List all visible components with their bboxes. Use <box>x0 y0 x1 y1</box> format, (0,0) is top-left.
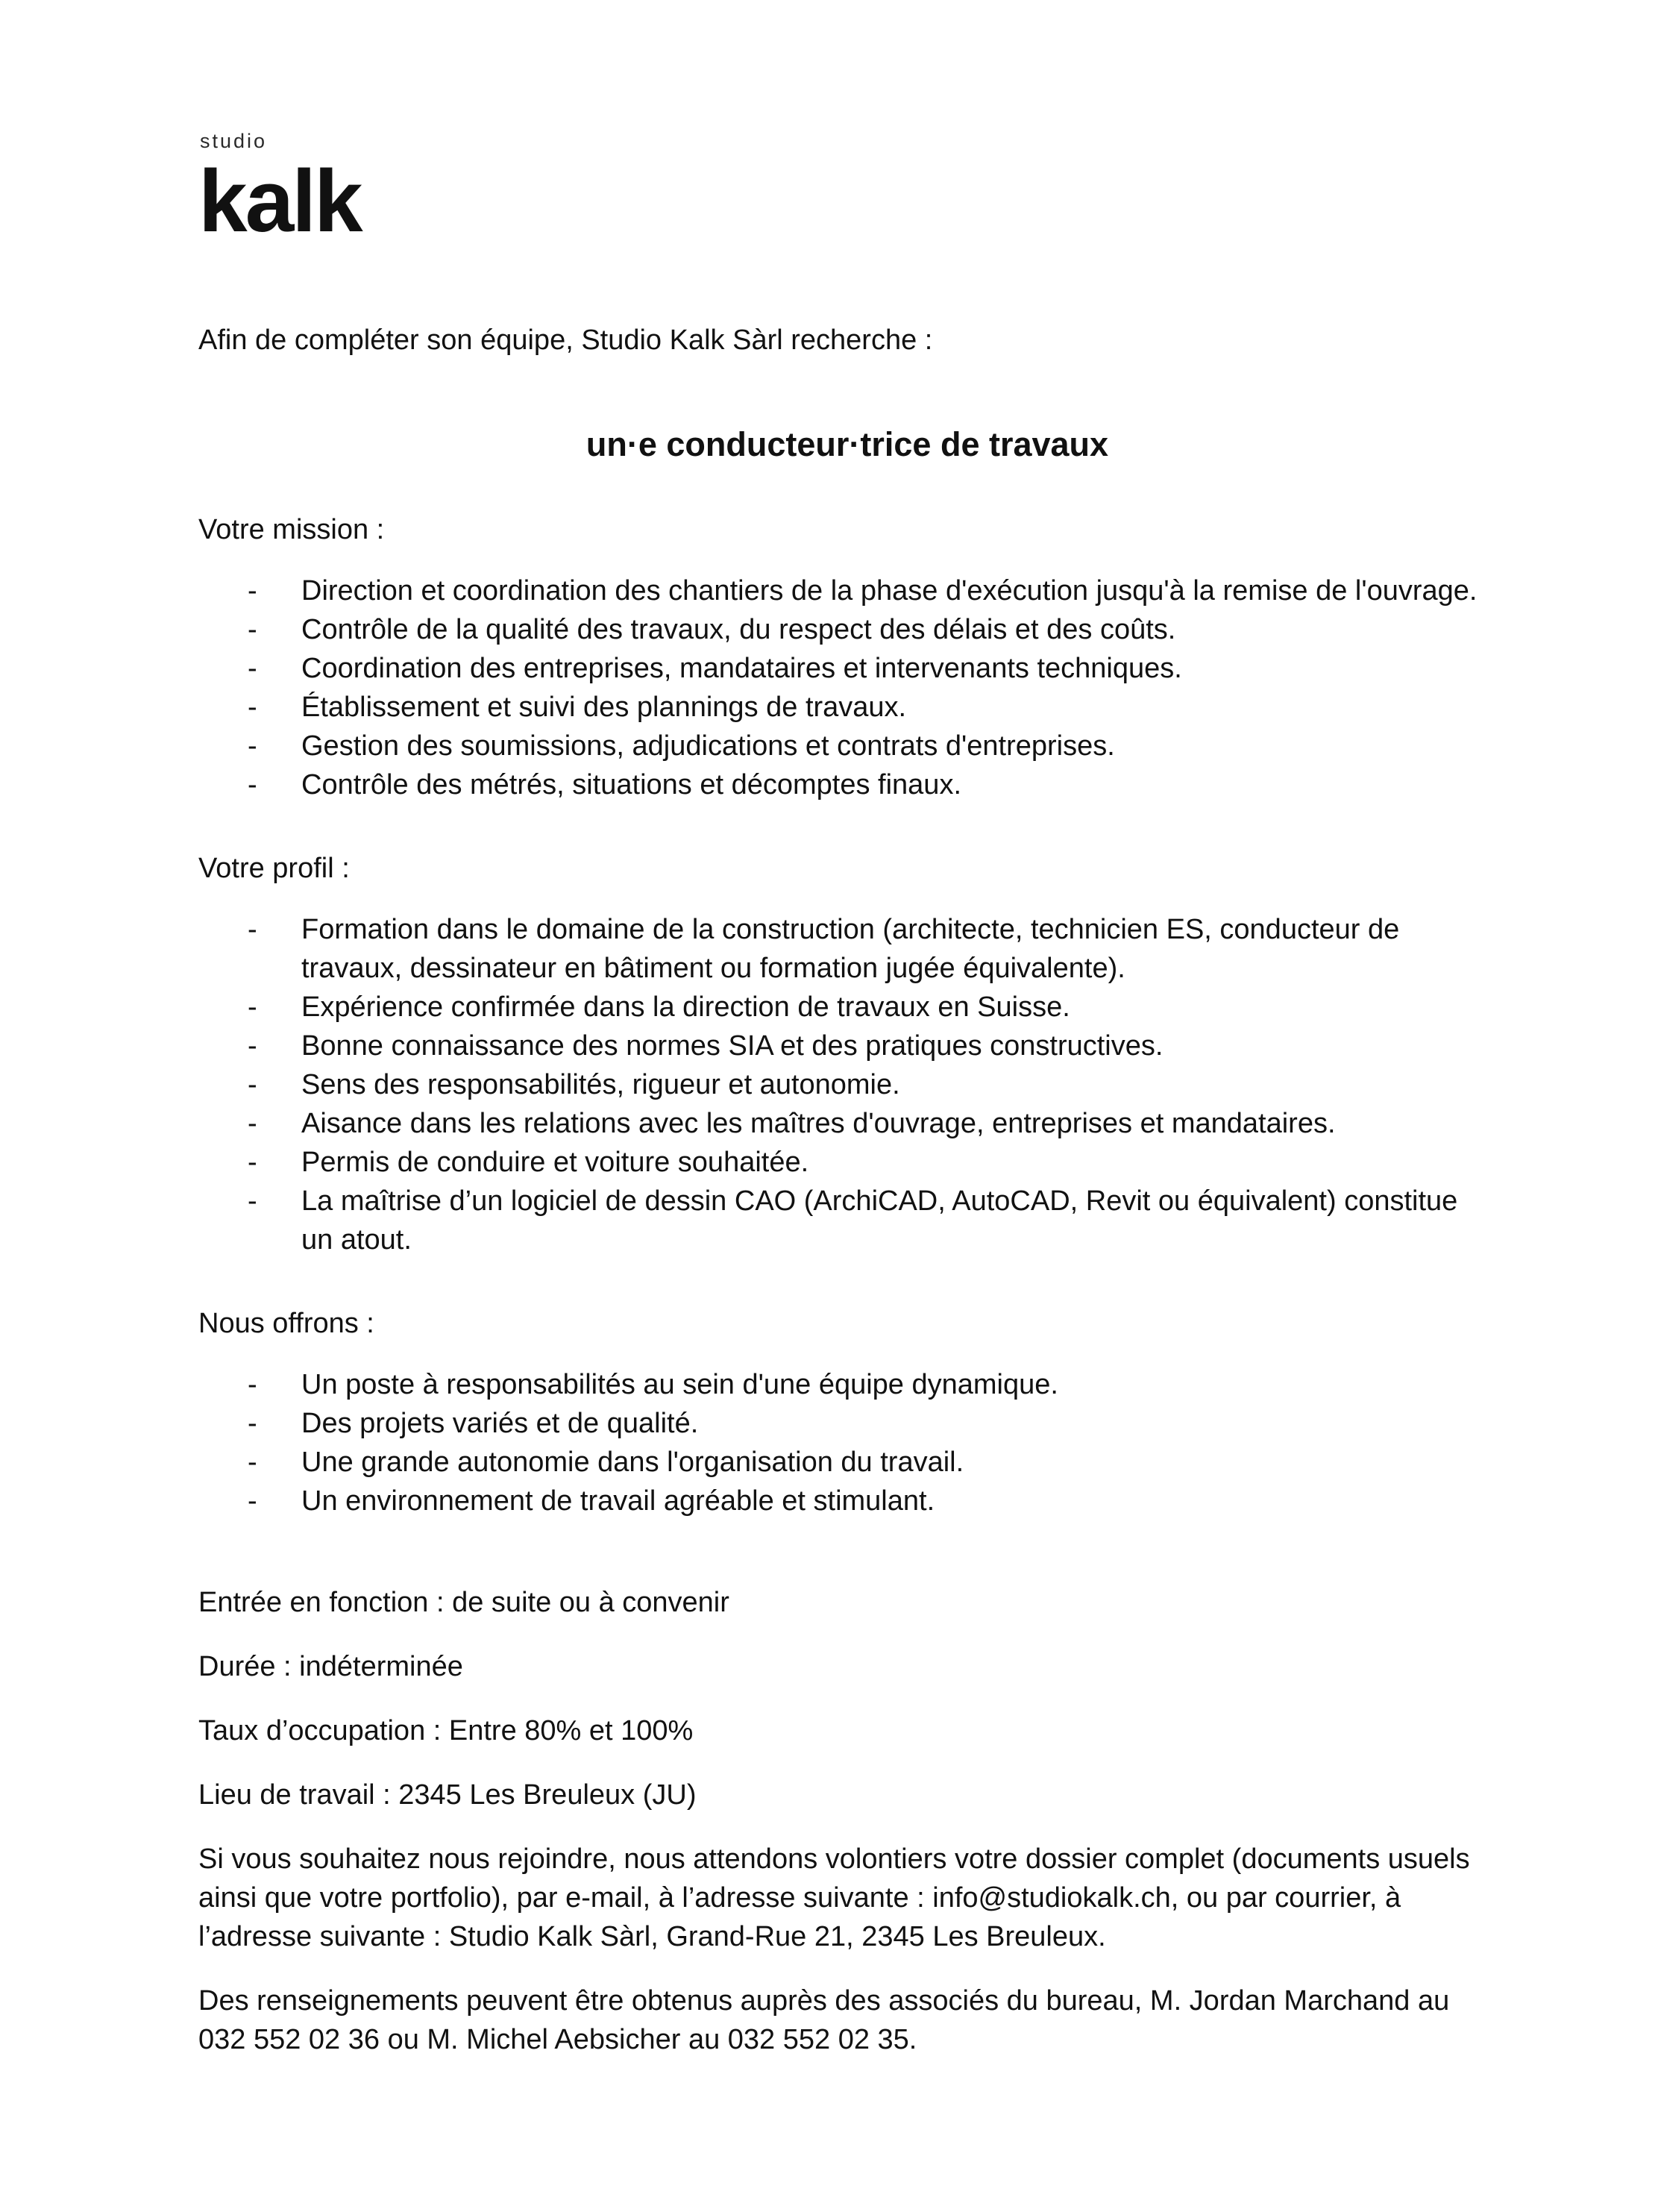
list-item-text: Coordination des entreprises, mandataires et intervenants techniques. <box>301 653 1182 684</box>
logo-small-text: studio <box>200 130 268 152</box>
list-item <box>198 571 1496 610</box>
dash-bullet: - <box>248 991 257 1023</box>
dash-bullet: - <box>248 1485 257 1517</box>
workplace-line: Lieu de travail : 2345 Les Breuleux (JU) <box>198 1779 697 1811</box>
list-item <box>198 688 1496 727</box>
dash-bullet: - <box>248 730 257 762</box>
list-item <box>198 1104 1496 1143</box>
list-item <box>198 1182 1496 1259</box>
list-item-text: Un environnement de travail agréable et stimulant. <box>301 1485 935 1517</box>
list-item <box>198 988 1496 1027</box>
list-item <box>198 1027 1496 1065</box>
dash-bullet: - <box>248 914 257 945</box>
list-item-text: Une grande autonomie dans l'organisation du travail. <box>301 1447 964 1478</box>
contact-paragraph: Des renseignements peuvent être obtenus auprès des associés du bureau, M. Jordan Marchand au 032 552 02 36 ou M. Michel Aebsicher au 032 552 02 35. <box>198 1985 1450 2055</box>
offer-title: Nous offrons : <box>198 1308 374 1339</box>
list-item-text: Bonne connaissance des normes SIA et des pratiques constructives. <box>301 1030 1164 1062</box>
dash-bullet: - <box>248 1030 257 1062</box>
list-item <box>198 1065 1496 1104</box>
list-item-text: Contrôle des métrés, situations et décomptes finaux. <box>301 769 962 800</box>
list-item-text: Aisance dans les relations avec les maîtres d'ouvrage, entreprises et mandataires. <box>301 1108 1336 1139</box>
list-item-text: Établissement et suivi des plannings de travaux. <box>301 692 907 723</box>
list-item-text: Permis de conduire et voiture souhaitée. <box>301 1147 809 1178</box>
list-item-text: Un poste à responsabilités au sein d'une équipe dynamique. <box>301 1369 1058 1400</box>
list-item-text: Contrôle de la qualité des travaux, du respect des délais et des coûts. <box>301 614 1176 645</box>
dash-bullet: - <box>248 1447 257 1478</box>
list-item <box>198 1143 1496 1182</box>
list-item <box>198 610 1496 649</box>
mission-list <box>198 571 1496 804</box>
list-item-text: Des projets variés et de qualité. <box>301 1408 699 1439</box>
dash-bullet: - <box>248 1185 257 1217</box>
list-item <box>198 1365 1496 1404</box>
dash-bullet: - <box>248 1147 257 1178</box>
dash-bullet: - <box>248 769 257 800</box>
list-item-text: La maîtrise d’un logiciel de dessin CAO (ArchiCAD, AutoCAD, Revit ou équivalent) constitue un atout. <box>301 1185 1458 1256</box>
list-item-text: Direction et coordination des chantiers de la phase d'exécution jusqu'à la remise de l'ouvrage. <box>301 575 1478 607</box>
application-paragraph: Si vous souhaitez nous rejoindre, nous attendons volontiers votre dossier complet (documents usuels ainsi que votre portfolio), par e-mail, à l’adresse suivante : info@studiokalk.ch, ou par courrier, à l’adresse suivante : Studio Kalk Sàrl, Grand-Rue 21, 2345 Les Breuleux. <box>198 1843 1470 1952</box>
list-item-text: Sens des responsabilités, rigueur et autonomie. <box>301 1069 900 1100</box>
list-item <box>198 765 1496 804</box>
studio-kalk-logo <box>198 130 361 251</box>
list-item-text: Expérience confirmée dans la direction de travaux en Suisse. <box>301 991 1070 1023</box>
job-details <box>198 1583 1496 1814</box>
mission-title: Votre mission : <box>198 514 385 545</box>
dash-bullet: - <box>248 614 257 645</box>
duration-line: Durée : indéterminée <box>198 1651 463 1682</box>
offer-list <box>198 1365 1496 1520</box>
occupation-rate-line: Taux d’occupation : Entre 80% et 100% <box>198 1715 694 1746</box>
logo-big-text: kalk <box>198 152 361 251</box>
intro-text: Afin de compléter son équipe, Studio Kalk Sàrl recherche : <box>198 325 933 356</box>
profile-title: Votre profil : <box>198 853 350 884</box>
list-item-text: Gestion des soumissions, adjudications et contrats d'entreprises. <box>301 730 1115 762</box>
list-item-text: Formation dans le domaine de la construction (architecte, technicien ES, conducteur de travaux, dessinateur en bâtiment ou formation jugée équivalente). <box>301 914 1400 984</box>
dash-bullet: - <box>248 1369 257 1400</box>
job-title: un·e conducteur·trice de travaux <box>585 425 1109 463</box>
list-item <box>198 1443 1496 1482</box>
start-date-line: Entrée en fonction : de suite ou à convenir <box>198 1587 729 1618</box>
dash-bullet: - <box>248 1069 257 1100</box>
dash-bullet: - <box>248 575 257 607</box>
list-item <box>198 910 1496 988</box>
list-item <box>198 1404 1496 1443</box>
dash-bullet: - <box>248 1108 257 1139</box>
list-item <box>198 727 1496 765</box>
list-item <box>198 649 1496 688</box>
list-item <box>198 1482 1496 1520</box>
profile-list <box>198 910 1496 1259</box>
dash-bullet: - <box>248 692 257 723</box>
dash-bullet: - <box>248 653 257 684</box>
document-body <box>198 321 1496 2084</box>
dash-bullet: - <box>248 1408 257 1439</box>
